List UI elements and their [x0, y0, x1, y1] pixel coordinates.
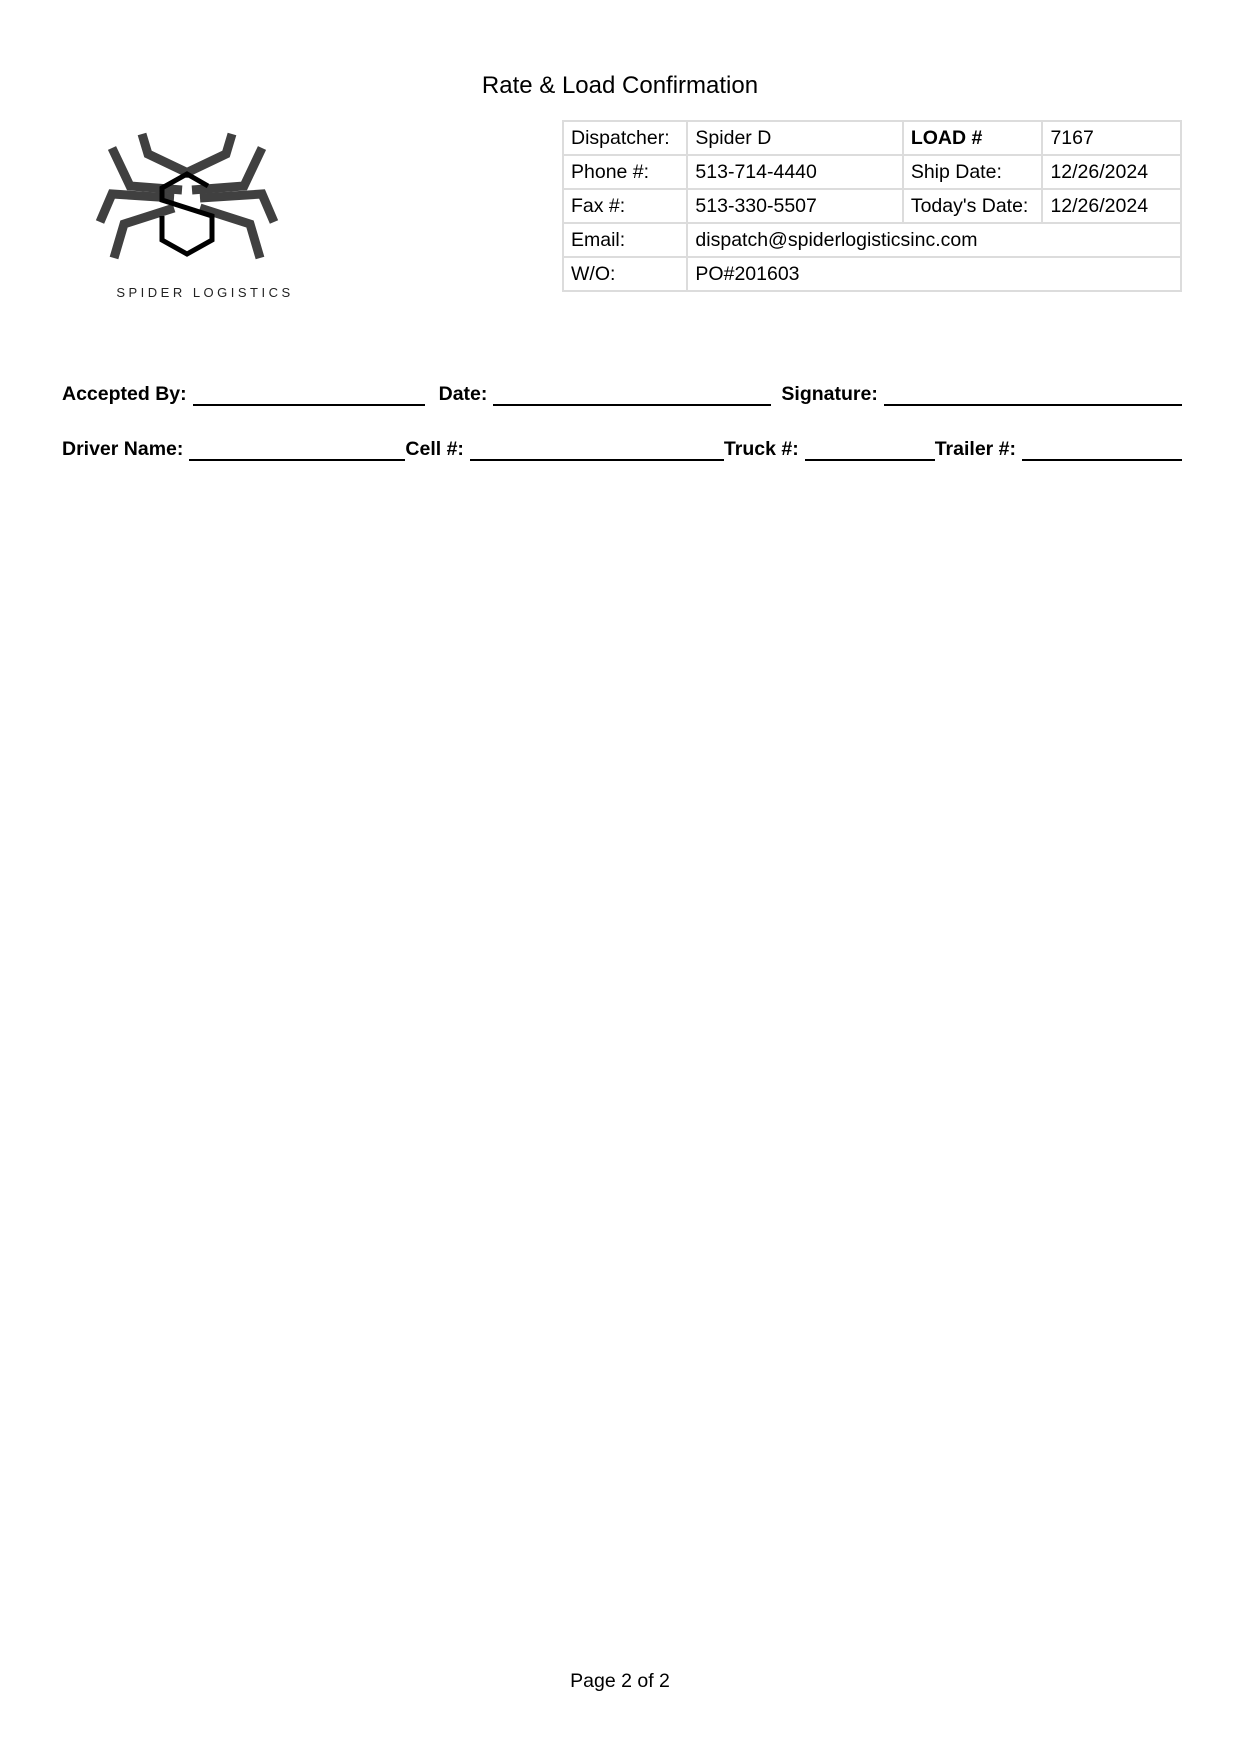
- table-row: [563, 155, 1181, 189]
- acceptance-row: [62, 382, 1182, 406]
- driver-name-label: Driver Name:: [62, 438, 184, 460]
- page-title: Rate & Load Confirmation: [481, 72, 759, 99]
- dispatcher-value: Spider D: [687, 121, 902, 155]
- truck-label: Truck #:: [723, 438, 799, 460]
- accepted-by-field[interactable]: [193, 382, 425, 406]
- wo-value: PO#201603: [687, 257, 1181, 291]
- load-number-label: LOAD #: [903, 121, 1043, 155]
- fax-value: 513-330-5507: [687, 189, 902, 223]
- signature-field[interactable]: [884, 382, 1182, 406]
- phone-label: Phone #:: [563, 155, 687, 189]
- trailer-field[interactable]: [1022, 437, 1182, 461]
- dispatcher-label: Dispatcher:: [563, 121, 687, 155]
- trailer-label: Trailer #:: [934, 438, 1017, 460]
- table-row: [563, 189, 1181, 223]
- email-label: Email:: [563, 223, 687, 257]
- driver-row: [62, 437, 1182, 461]
- signature-label: Signature:: [781, 383, 878, 405]
- load-info-table: [562, 120, 1182, 292]
- todays-date-value: 12/26/2024: [1042, 189, 1181, 223]
- accepted-by-label: Accepted By:: [62, 383, 187, 405]
- table-row: [563, 121, 1181, 155]
- load-number-value: 7167: [1042, 121, 1181, 155]
- todays-date-label: Today's Date:: [903, 189, 1043, 223]
- truck-field[interactable]: [805, 437, 935, 461]
- spider-logo-icon: [90, 130, 320, 275]
- date-field[interactable]: [493, 382, 771, 406]
- phone-value: 513-714-4440: [687, 155, 902, 189]
- ship-date-value: 12/26/2024: [1042, 155, 1181, 189]
- table-row: [563, 223, 1181, 257]
- page-number: Page 2 of 2: [570, 1670, 670, 1692]
- company-logo: [90, 130, 320, 300]
- fax-label: Fax #:: [563, 189, 687, 223]
- cell-label: Cell #:: [405, 438, 464, 460]
- date-label: Date:: [438, 383, 488, 405]
- email-value: dispatch@spiderlogisticsinc.com: [687, 223, 1181, 257]
- wo-label: W/O:: [563, 257, 687, 291]
- cell-field[interactable]: [470, 437, 724, 461]
- logo-caption: SPIDER LOGISTICS: [116, 285, 294, 300]
- ship-date-label: Ship Date:: [903, 155, 1043, 189]
- table-row: [563, 257, 1181, 291]
- driver-name-field[interactable]: [189, 437, 405, 461]
